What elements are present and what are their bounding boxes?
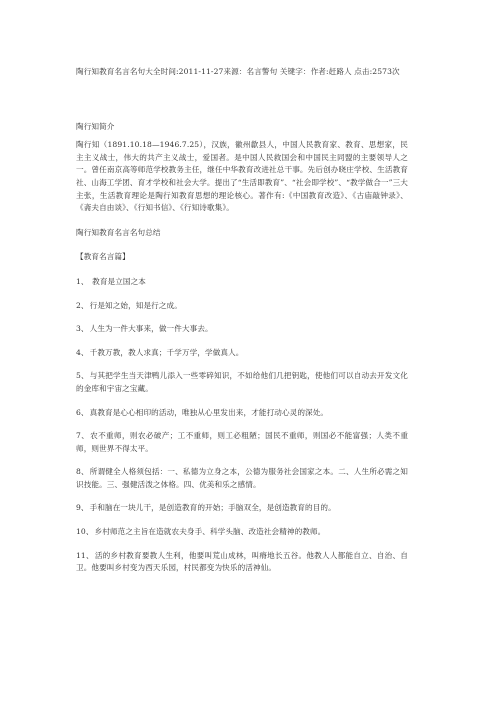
quote-number: 10、: [76, 527, 94, 537]
category-heading: 【教育名言篇】: [76, 252, 130, 262]
quote-number: 4、: [76, 347, 89, 357]
quote-item: [76, 370, 408, 395]
quote-text: 乡村师范之主旨在造就农夫身手、科学头脑、改造社会精神的教师。: [94, 527, 326, 537]
quote-number: 11、: [76, 550, 94, 560]
quote-text: 所谓健全人格须包括：一、私德为立身之本，公德为服务社会国家之本。二、人生所必需之知识技能。三、强健活泼之体格。四、优美和乐之感情。: [76, 467, 408, 489]
quote-text: 手和脑在一块儿干，是创造教育的开始；手脑双全，是创造教育的目的。: [89, 503, 336, 513]
quote-text: 千教万教，教人求真；千学万学，学做真人。: [89, 347, 244, 357]
quote-number: 8、: [76, 467, 89, 477]
intro-paragraph: 陶行知（1891.10.18—1946.7.25），汉族，徽州歙县人，中国人民教育家、教育、思想家，民主主义战士，伟大的共产主义战士，爱国者。是中国人民救国会和中国民主同盟的主要领导人之一。曾任南京高等师范学校教务主任，继任中华教育改进社总干事。先后创办晓庄学校、生活教育社、山海工学团、育才学校和社会大学。提出了“生活即教育”、“社会即学校”、“教学做合一”三大主张，生活教育理论是陶行知教育思想的理论核心。著作有:《中国教育改造》、《古庙敲钟录》、《斋夫自由谈》、《行知书信》、《行知诗歌集》。: [76, 140, 408, 213]
quote-item: [76, 347, 408, 360]
quote-text: 行是知之始，知是行之成。: [89, 300, 182, 310]
quote-item: [76, 300, 408, 313]
quote-item: [76, 550, 408, 575]
quote-text: 活的乡村教育要教人生利，他要叫荒山成林，叫瘠地长五谷。他教人人都能自立、自治、自卫。他要叫乡村变为西天乐园，村民都变为快乐的活神仙。: [76, 550, 408, 573]
quote-text: 人生为一件大事来，做一件大事去。: [89, 324, 213, 334]
quote-text: 与其把学生当天津鸭儿添入一些零碎知识，不如给他们几把钥匙，使他们可以自动去开发文化的金库和宇宙之宝藏。: [76, 371, 408, 393]
quote-text: 真教育是心心相印的活动，唯独从心里发出来，才能打动心灵的深处。: [89, 407, 329, 417]
quote-number: 9、: [76, 503, 89, 513]
quote-item: [76, 276, 408, 289]
summary-heading: 陶行知教育名言名句总结: [76, 227, 161, 237]
quote-text: 教育是立国之本: [89, 276, 146, 286]
quote-item: [76, 502, 408, 515]
quote-number: 2、: [76, 300, 89, 310]
quote-number: 6、: [76, 407, 89, 417]
quote-item: [76, 466, 408, 491]
quote-text: 农不重师，则农必破产；工不重师，则工必粗陋；国民不重师，则国必不能富强；人类不重师，则世界不得太平。: [76, 431, 409, 453]
article-meta-line: 陶行知教育名言名句大全时间:2011-11-27来源：名言警句 关键字：作者:赶路人 点击:2573次: [76, 67, 400, 76]
quote-number: 3、: [76, 324, 89, 334]
quote-item: [76, 526, 408, 539]
quote-item: [76, 430, 408, 455]
quote-number: 7、: [76, 431, 90, 441]
quote-item: [76, 323, 408, 336]
document-page: [76, 66, 408, 586]
quote-number: 5、: [76, 371, 89, 381]
quote-number: 1、: [76, 276, 89, 286]
quote-item: [76, 407, 408, 420]
intro-heading: 陶行知简介: [76, 121, 115, 131]
